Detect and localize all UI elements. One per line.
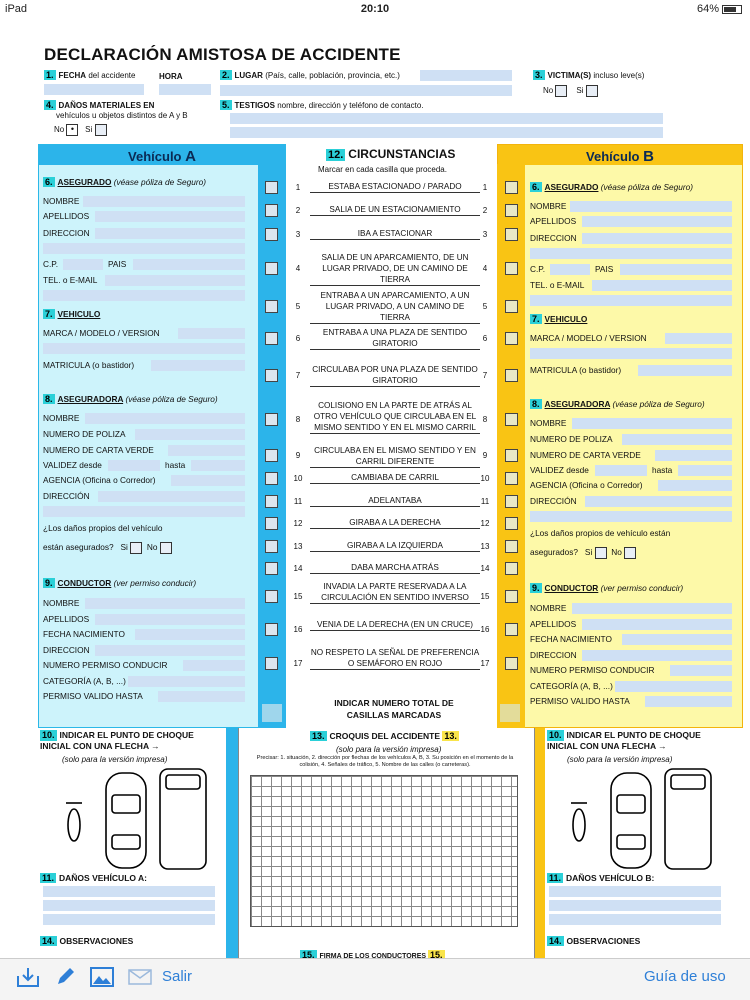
vehA-label-matricula: MATRICULA (o bastidor) [43, 360, 135, 370]
circumstance-number-a: 12 [293, 519, 303, 528]
vehB-input-direccion[interactable] [582, 650, 732, 661]
vehA-danos-si-checkbox[interactable] [130, 542, 142, 554]
vehA-label-categoria: CATEGORÍA (A, B, ...) [43, 676, 126, 686]
vehB-label-carta: NUMERO DE CARTA VERDE [530, 450, 641, 460]
vehA-label-tel: TEL. o E-MAIL [43, 275, 98, 285]
circumstance-number-a: 17 [293, 659, 303, 668]
vehA-label-permiso: NUMERO PERMISO CONDUCIR [43, 660, 168, 670]
victimas-options: No Si [543, 85, 598, 97]
vehB-input-marca-2[interactable] [530, 348, 732, 359]
circumstance-item: ESTABA ESTACIONADO / PARADO [310, 181, 480, 193]
circumstance-number-b: 12 [480, 519, 490, 528]
vehB-input-direccion-aseg-2[interactable] [530, 511, 732, 522]
circumstance-checkbox-b[interactable] [505, 228, 518, 241]
vehB-label-nombre: NOMBRE [530, 201, 567, 211]
circumstance-checkbox-a[interactable] [265, 204, 278, 217]
circumstance-checkbox-b[interactable] [505, 332, 518, 345]
vehB-section-aseguradora: 8. ASEGURADORA (véase póliza de Seguro) [532, 399, 705, 409]
vehA-input-nombre[interactable] [83, 196, 245, 207]
vehA-label-nombre: NOMBRE [43, 196, 80, 206]
circumstance-checkbox-a[interactable] [265, 517, 278, 530]
danos-a-input-2[interactable] [43, 900, 215, 911]
circumstance-number-b: 5 [482, 301, 488, 311]
vehB-input-apellidos[interactable] [582, 216, 732, 227]
vehB-label-nombre: NOMBRE [530, 603, 567, 613]
vehB-input-hasta[interactable] [678, 465, 732, 476]
circumstance-number-a: 2 [295, 206, 301, 215]
vehicle-b-diagram[interactable] [565, 765, 725, 870]
circumstance-checkbox-a[interactable] [265, 495, 278, 508]
vehB-label-direccion: DIRECCIÓN [530, 496, 577, 506]
vehA-input-pais[interactable] [133, 259, 245, 270]
vehA-input-permiso[interactable] [183, 660, 245, 671]
circumstance-number-a: 14 [293, 564, 303, 573]
circumstance-checkbox-b[interactable] [505, 181, 518, 194]
vehicle-b-header: Vehículo B [498, 145, 742, 165]
vehB-label-permiso: NUMERO PERMISO CONDUCIR [530, 665, 655, 675]
section-testigos: 5. TESTIGOS nombre, dirección y teléfono de contacto. [222, 100, 424, 110]
vehB-input-direccion[interactable] [582, 233, 732, 244]
vehB-danos-no-checkbox[interactable] [624, 547, 636, 559]
vehA-section-asegurado: 6. ASEGURADO (véase póliza de Seguro) [45, 177, 207, 187]
circumstance-checkbox-a[interactable] [265, 657, 278, 670]
image-icon[interactable] [90, 967, 114, 987]
vehA-label-direccion: DIRECCIÓN [43, 491, 90, 501]
vehA-section-aseguradora: 8. ASEGURADORA (véase póliza de Seguro) [45, 394, 218, 404]
vehB-label-matricula: MATRICULA (o bastidor) [530, 365, 622, 375]
vehicle-a-header: Vehículo A [39, 145, 285, 165]
device-label: iPad [5, 3, 28, 15]
vehA-label-marca: MARCA / MODELO / VERSION [43, 328, 160, 338]
vehB-section-asegurado: 6. ASEGURADO (véase póliza de Seguro) [532, 182, 694, 192]
pencil-icon[interactable] [54, 966, 76, 988]
circumstance-checkbox-a[interactable] [265, 449, 278, 462]
vehA-input-carta[interactable] [168, 445, 245, 456]
total-label: INDICAR NUMERO TOTAL DE CASILLAS MARCADAS [334, 698, 454, 720]
punto-choque-b: 10. INDICAR EL PUNTO DE CHOQUE INICIAL CON UNA FLECHA → [547, 730, 701, 751]
danos-options: No • Si [54, 124, 107, 136]
circumstance-number-b: 13 [480, 542, 490, 551]
circumstance-checkbox-b[interactable] [505, 495, 518, 508]
total-b-input[interactable] [500, 704, 520, 722]
lugar-input-2[interactable] [220, 85, 512, 96]
victimas-si-checkbox[interactable] [586, 85, 598, 97]
vehA-label-carta: NUMERO DE CARTA VERDE [43, 445, 154, 455]
circumstance-checkbox-b[interactable] [505, 413, 518, 426]
croquis-sub: (solo para la versión impresa) [336, 745, 442, 754]
open-in-icon[interactable] [16, 966, 40, 988]
circumstance-item: CIRCULABA POR UNA PLAZA DE SENTIDO GIRATORIO [310, 364, 480, 387]
circumstance-item: GIRABA A LA DERECHA [310, 517, 480, 529]
danos-no-checkbox[interactable]: • [66, 124, 78, 136]
vehB-input-marca[interactable] [665, 333, 732, 344]
vehA-danos-no-checkbox[interactable] [160, 542, 172, 554]
vehB-danos-asegurados: asegurados? Si No [530, 547, 636, 559]
vehA-input-hasta[interactable] [191, 460, 245, 471]
vehB-input-direccion-2[interactable] [530, 248, 732, 259]
circumstance-number-a: 6 [295, 334, 301, 343]
circumstance-checkbox-b[interactable] [505, 657, 518, 670]
vehA-section-conductor: 9. CONDUCTOR (ver permiso conducir) [45, 578, 197, 588]
testigos-input-1[interactable] [230, 113, 663, 124]
mail-icon[interactable] [128, 969, 152, 985]
circumstance-number-a: 11 [293, 497, 303, 506]
vehA-label-nacimiento: FECHA NACIMIENTO [43, 629, 125, 639]
danos-b-input-2[interactable] [549, 900, 721, 911]
circumstance-checkbox-b[interactable] [505, 369, 518, 382]
vehB-label-poliza: NUMERO DE POLIZA [530, 434, 613, 444]
vehA-input-apellidos[interactable] [95, 211, 245, 222]
vehA-input-agencia[interactable] [171, 475, 245, 486]
vehA-input-matricula[interactable] [151, 360, 245, 371]
circumstance-checkbox-b[interactable] [505, 562, 518, 575]
vehA-input-poliza[interactable] [135, 429, 245, 440]
vehB-label-hasta: hasta [652, 465, 673, 475]
vehB-section-vehiculo: 7. VEHICULO [532, 314, 588, 324]
vehA-input-tel[interactable] [105, 275, 245, 286]
circumstance-checkbox-a[interactable] [265, 562, 278, 575]
punto-choque-b-sub: (solo para la versión impresa) [567, 755, 673, 764]
vehA-input-apellidos[interactable] [95, 614, 245, 625]
circumstance-number-b: 8 [482, 415, 488, 424]
circumstance-item: ENTRABA A UNA PLAZA DE SENTIDO GIRATORIO [310, 327, 480, 350]
circumstance-item: COLISIONO EN LA PARTE DE ATRÁS AL OTRO VEHÍCULO QUE CIRCULABA EN EL MISMO SENTIDO Y EN EL MISMO CARRIL [310, 400, 480, 434]
circumstance-number-a: 16 [293, 625, 303, 634]
circumstance-number-b: 4 [482, 263, 488, 273]
circumstance-number-a: 7 [295, 371, 301, 380]
vehB-label-categoria: CATEGORÍA (A, B, ...) [530, 681, 613, 691]
punto-choque-a-sub: (solo para la versión impresa) [62, 755, 168, 764]
vehB-input-agencia[interactable] [658, 480, 732, 491]
vehB-input-direccion[interactable] [585, 496, 732, 507]
danos-a-title: 11. DAÑOS VEHÍCULO A: [42, 873, 148, 883]
vehB-input-permiso[interactable] [670, 665, 732, 676]
circumstance-checkbox-b[interactable] [505, 540, 518, 553]
vehB-label-direccion: DIRECCION [530, 233, 577, 243]
clock: 20:10 [360, 3, 390, 15]
circumstance-checkbox-b[interactable] [505, 300, 518, 313]
circunstancias-title: 12. CIRCUNSTANCIAS [328, 147, 456, 161]
circumstance-item: INVADIA LA PARTE RESERVADA A LA CIRCULACIÓN EN SENTIDO INVERSO [310, 581, 480, 604]
vehB-input-categoria[interactable] [615, 681, 732, 692]
car-icon [106, 773, 146, 868]
vehB-label-agencia: AGENCIA (Oficina o Corredor) [530, 480, 643, 490]
victimas-no-checkbox[interactable] [555, 85, 567, 97]
observaciones-b-title: 14. OBSERVACIONES [549, 936, 641, 946]
circumstance-number-a: 13 [293, 542, 303, 551]
vehA-label-cp: C.P. [43, 259, 59, 269]
vehB-danos-si-checkbox[interactable] [595, 547, 607, 559]
circumstance-number-b: 10 [480, 474, 490, 483]
circumstance-number-b: 16 [480, 625, 490, 634]
battery-icon [722, 5, 742, 14]
circumstance-checkbox-a[interactable] [265, 413, 278, 426]
circumstance-checkbox-b[interactable] [505, 449, 518, 462]
vehA-input-marca[interactable] [178, 328, 245, 339]
circumstance-item: NO RESPETO LA SEÑAL DE PREFERENCIA O SEMÁFORO EN ROJO [310, 648, 480, 668]
circumstance-checkbox-b[interactable] [505, 517, 518, 530]
circunstancias-sub: Marcar en cada casilla que proceda. [318, 165, 447, 174]
testigos-input-2[interactable] [230, 127, 663, 138]
circumstance-checkbox-b[interactable] [505, 262, 518, 275]
vehA-danos-asegurados: están asegurados? Si No [43, 542, 172, 554]
vehB-label-direccion: DIRECCION [530, 650, 577, 660]
danos-a-input-3[interactable] [43, 914, 215, 925]
observaciones-a-title: 14. OBSERVACIONES [42, 936, 134, 946]
vehB-label-nombre: NOMBRE [530, 418, 567, 428]
vehB-input-matricula[interactable] [638, 365, 732, 376]
vehB-input-desde[interactable] [595, 465, 647, 476]
circumstance-number-b: 2 [482, 206, 488, 215]
circumstance-checkbox-a[interactable] [265, 300, 278, 313]
vehA-label-validez: VALIDEZ desde [43, 460, 102, 470]
page-title: DECLARACIÓN AMISTOSA DE ACCIDENTE [44, 45, 401, 64]
circumstance-number-b: 9 [482, 451, 488, 460]
circumstance-item: ENTRABA A UN APARCAMIENTO, A UN LUGAR PRIVADO, A UN CAMINO DE TIERRA [310, 290, 480, 324]
section-danos-materiales: 4. DAÑOS MATERIALES EN vehículos u objetos distintos de A y B [46, 100, 188, 120]
vehB-input-nacimiento[interactable] [622, 634, 732, 645]
circumstance-item: GIRABA A LA IZQUIERDA [310, 540, 480, 552]
vehB-input-nombre[interactable] [570, 201, 732, 212]
vehB-label-validez: VALIDEZ desde [530, 465, 589, 475]
circumstance-number-b: 14 [480, 564, 490, 573]
circumstance-number-b: 15 [480, 592, 490, 601]
circumstance-item: CIRCULABA EN EL MISMO SENTIDO Y EN CARRIL DIFERENTE [310, 445, 480, 468]
moto-icon [68, 809, 80, 841]
circumstance-item: IBA A ESTACIONAR [310, 228, 480, 240]
circumstance-number-a: 1 [295, 183, 301, 192]
hora-input[interactable] [159, 84, 211, 95]
total-a-input[interactable] [262, 704, 282, 722]
vehB-section-conductor: 9. CONDUCTOR (ver permiso conducir) [532, 583, 684, 593]
punto-choque-a: 10. INDICAR EL PUNTO DE CHOQUE INICIAL CON UNA FLECHA → [40, 730, 194, 751]
vehA-label-apellidos: APELLIDOS [43, 614, 90, 624]
lugar-input-1[interactable] [420, 70, 512, 81]
section-fecha: 1. FECHA del accidente [46, 70, 136, 80]
circumstance-number-a: 10 [293, 474, 303, 483]
vehA-label-nombre: NOMBRE [43, 598, 80, 608]
circumstance-number-a: 5 [295, 301, 301, 311]
vehA-label-hasta: hasta [165, 460, 186, 470]
vehA-input-categoria[interactable] [128, 676, 245, 687]
vehA-label-apellidos: APELLIDOS [43, 211, 90, 221]
croquis-help: Precisar: 1. situación, 2. dirección por flechas de los vehículos A, B, 3. Su posición en el momento de la colisión, 4. Señales de tráfico, 5. Nombre de las calles (o carreteras). [256, 755, 514, 768]
circumstance-checkbox-b[interactable] [505, 204, 518, 217]
firma-title: 15. FIRMA DE LOS CONDUCTORES 15. [302, 950, 443, 958]
section-lugar: 2. LUGAR (País, calle, población, provincia, etc.) [222, 70, 400, 80]
hora-label: HORA [159, 72, 183, 81]
vehB-label-marca: MARCA / MODELO / VERSION [530, 333, 647, 343]
moto-icon [573, 809, 585, 841]
circumstance-item: DABA MARCHA ATRÁS [310, 562, 480, 574]
circumstance-item: SALIA DE UN ESTACIONAMIENTO [310, 204, 480, 216]
vehB-input-nombre[interactable] [572, 603, 732, 614]
car-icon [611, 773, 651, 868]
vehA-label-nombre: NOMBRE [43, 413, 80, 423]
croquis-grid[interactable] [250, 775, 518, 927]
vehA-input-valido[interactable] [158, 691, 245, 702]
circumstance-number-b: 1 [482, 183, 488, 192]
section-victimas: 3. VICTIMA(S) incluso leve(s) [535, 70, 645, 80]
circumstance-number-b: 7 [482, 371, 488, 380]
vehB-input-poliza[interactable] [622, 434, 732, 445]
circumstance-number-b: 11 [480, 497, 490, 506]
vehB-input-pais[interactable] [620, 264, 732, 275]
vehA-label-danos: ¿Los daños propios del vehículo [43, 523, 163, 533]
circumstance-number-a: 9 [295, 451, 301, 460]
vehB-label-valido: PERMISO VALIDO HASTA [530, 696, 630, 706]
vehA-input-nombre[interactable] [85, 598, 245, 609]
battery-indicator: 64% [697, 3, 742, 15]
vehB-label-pais: PAIS [595, 264, 614, 274]
circumstance-checkbox-a[interactable] [265, 472, 278, 485]
circumstance-item: VENIA DE LA DERECHA (EN UN CRUCE) [310, 619, 480, 631]
danos-b-title: 11. DAÑOS VEHÍCULO B: [549, 873, 655, 883]
vehA-input-desde[interactable] [108, 460, 160, 471]
vehB-label-cp: C.P. [530, 264, 546, 274]
vehA-input-nombre[interactable] [85, 413, 245, 424]
danos-si-checkbox[interactable] [95, 124, 107, 136]
vehA-input-direccion[interactable] [98, 491, 245, 502]
circumstance-number-a: 3 [295, 230, 301, 239]
vehB-input-cp[interactable] [550, 264, 590, 275]
vehA-label-pais: PAIS [108, 259, 127, 269]
vehA-input-direccion-2[interactable] [43, 243, 245, 254]
circumstance-checkbox-b[interactable] [505, 590, 518, 603]
circumstance-checkbox-a[interactable] [265, 228, 278, 241]
vehA-input-direccion-aseg-2[interactable] [43, 506, 245, 517]
vehA-label-agencia: AGENCIA (Oficina o Corredor) [43, 475, 156, 485]
croquis-right-border [535, 728, 545, 958]
vehicle-a-diagram[interactable] [60, 765, 220, 870]
vehA-input-tel-2[interactable] [43, 290, 245, 301]
circumstance-number-a: 15 [293, 592, 303, 601]
circumstance-number-a: 8 [295, 415, 301, 424]
vehA-input-direccion[interactable] [95, 645, 245, 656]
vehB-input-carta[interactable] [655, 450, 732, 461]
danos-b-input-1[interactable] [549, 886, 721, 897]
circumstance-number-b: 3 [482, 230, 488, 239]
vehicle-b-checkbox-strip [497, 164, 525, 728]
circumstance-item: ADELANTABA [310, 495, 480, 507]
circumstance-checkbox-a[interactable] [265, 540, 278, 553]
circumstance-checkbox-b[interactable] [505, 472, 518, 485]
vehB-input-nombre[interactable] [572, 418, 732, 429]
vehA-input-cp[interactable] [63, 259, 103, 270]
vehB-label-danos: ¿Los daños propios de vehículo están [530, 528, 671, 538]
fecha-input[interactable] [44, 84, 144, 95]
vehB-label-nacimiento: FECHA NACIMIENTO [530, 634, 612, 644]
vehA-label-poliza: NUMERO DE POLIZA [43, 429, 126, 439]
vehB-input-tel-2[interactable] [530, 295, 732, 306]
circumstance-checkbox-a[interactable] [265, 623, 278, 636]
vehB-input-apellidos[interactable] [582, 619, 732, 630]
vehB-label-apellidos: APELLIDOS [530, 619, 577, 629]
circumstance-item: CAMBIABA DE CARRIL [310, 472, 480, 484]
vehA-input-direccion[interactable] [95, 228, 245, 239]
croquis-left-border [226, 728, 238, 958]
vehA-input-marca-2[interactable] [43, 343, 245, 354]
vehA-label-direccion: DIRECCION [43, 645, 90, 655]
vehB-input-valido[interactable] [645, 696, 732, 707]
circumstance-item: SALIA DE UN APARCAMIENTO, DE UN LUGAR PRIVADO, DE UN CAMINO DE TIERRA [310, 252, 480, 286]
circumstance-number-b: 17 [480, 659, 490, 668]
circumstance-checkbox-a[interactable] [265, 369, 278, 382]
croquis-title: 13. CROQUIS DEL ACCIDENTE 13. [312, 731, 457, 741]
circumstance-checkbox-a[interactable] [265, 590, 278, 603]
circumstance-checkbox-a[interactable] [265, 332, 278, 345]
circumstance-checkbox-a[interactable] [265, 181, 278, 194]
guia-de-uso-button[interactable]: Guía de uso [644, 968, 726, 985]
vehA-input-nacimiento[interactable] [135, 629, 245, 640]
salir-button[interactable]: Salir [162, 968, 193, 985]
circumstance-number-a: 4 [295, 263, 301, 273]
circumstance-checkbox-b[interactable] [505, 623, 518, 636]
vehB-input-tel[interactable] [592, 280, 732, 291]
vehB-label-tel: TEL. o E-MAIL [530, 280, 585, 290]
vehA-label-valido: PERMISO VALIDO HASTA [43, 691, 143, 701]
danos-a-input-1[interactable] [43, 886, 215, 897]
status-bar [0, 0, 750, 20]
vehicle-a-checkbox-strip [258, 164, 286, 728]
circumstance-number-b: 6 [482, 334, 488, 343]
danos-b-input-3[interactable] [549, 914, 721, 925]
vehB-label-apellidos: APELLIDOS [530, 216, 577, 226]
circumstance-checkbox-a[interactable] [265, 262, 278, 275]
vehA-label-direccion: DIRECCION [43, 228, 90, 238]
vehA-section-vehiculo: 7. VEHICULO [45, 309, 101, 319]
